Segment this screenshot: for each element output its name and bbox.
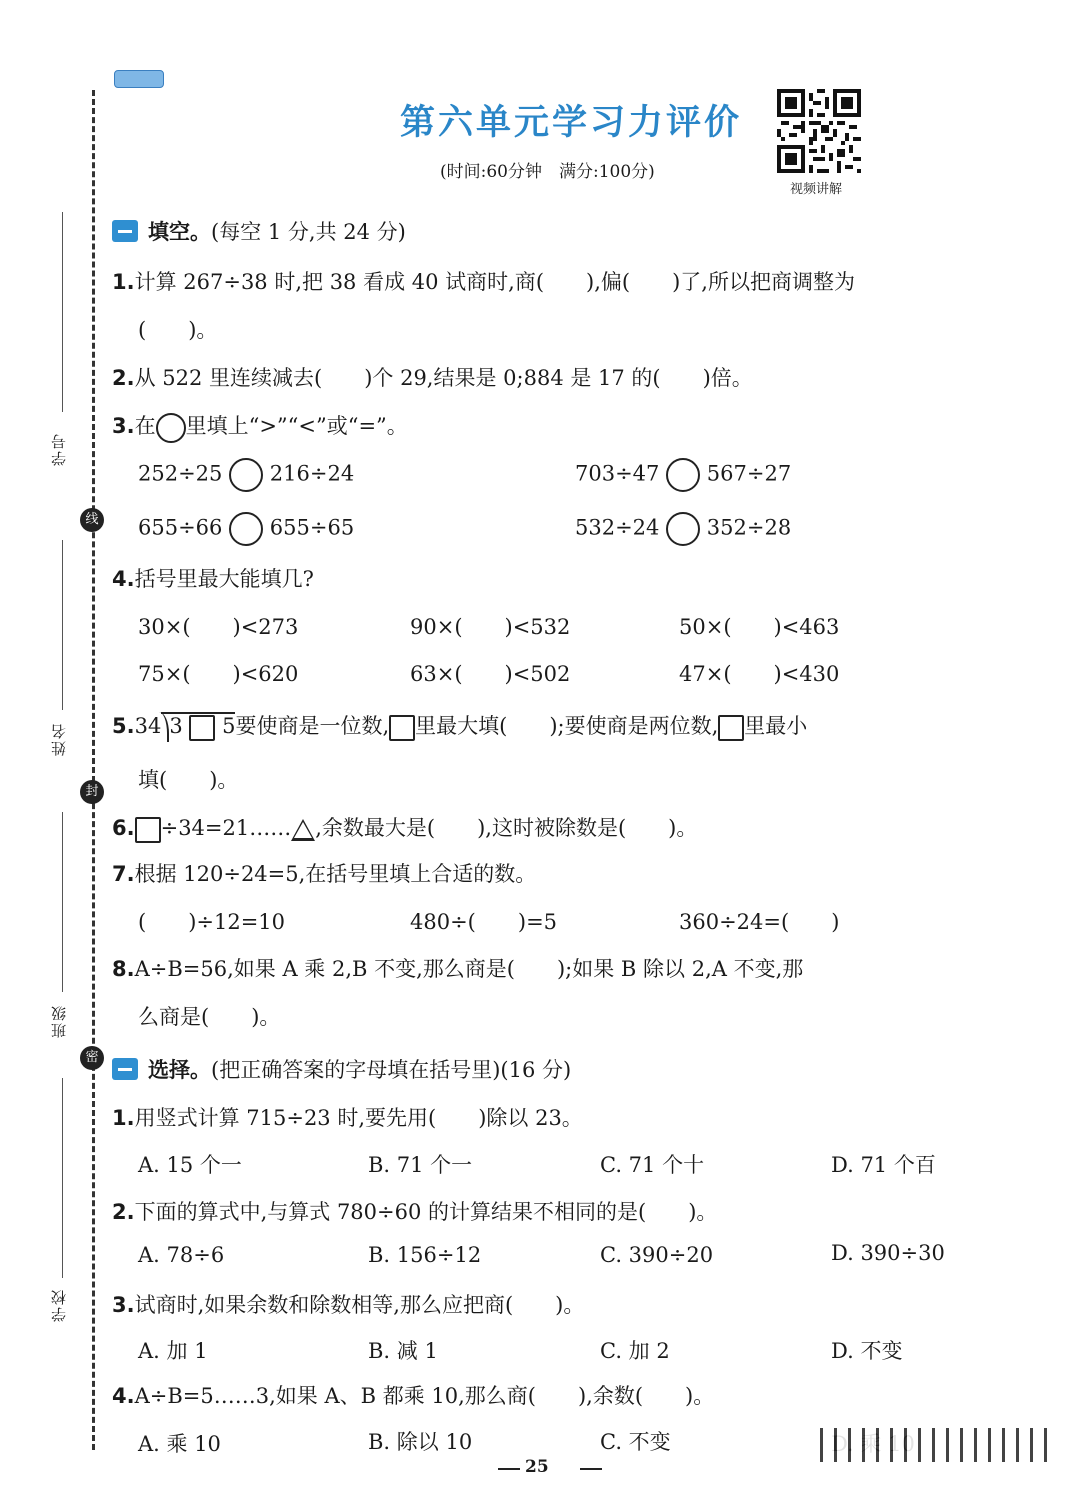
question-text: A÷B=56,如果 A 乘 2,B 不变,那么商是( );如果 B 除以 2,A 不变,那 [134, 957, 804, 981]
fill-item[interactable]: 75×( )<620 [138, 662, 299, 686]
page-number: 25 [525, 1457, 549, 1477]
choice-question-1: 1.用竖式计算 715÷23 时,要先用( )除以 23。 [112, 1106, 583, 1130]
page-dash [580, 1468, 602, 1470]
section-two-points: (把正确答案的字母填在括号里)(16 分) [211, 1058, 572, 1082]
fill-item[interactable]: 360÷24=( ) [679, 910, 840, 934]
class-label: 班级 [50, 1004, 68, 1038]
seal-char: 密 [80, 1046, 104, 1070]
fill-item[interactable]: 50×( )<463 [679, 615, 840, 639]
circle-icon [156, 413, 186, 443]
choice-option[interactable]: A. 加 1 [138, 1339, 208, 1363]
question-1-5-cont: 填( )。 [138, 768, 239, 792]
digit-box-blank[interactable] [189, 715, 215, 741]
divisor: 34 [134, 714, 162, 738]
question-text: 从 522 里连续减去( )个 29,结果是 0;884 是 17 的( )倍。 [134, 366, 753, 390]
section-two-title: 选择。 [148, 1058, 211, 1082]
section-two-icon [112, 1058, 138, 1080]
question-1-1-cont: ( )。 [138, 318, 218, 342]
section-one-heading [148, 216, 406, 246]
choice-option[interactable]: C. 71 个十 [600, 1153, 705, 1177]
choice-question-2: 2.下面的算式中,与算式 780÷60 的计算结果不相同的是( )。 [112, 1200, 718, 1224]
margin-line [62, 1078, 63, 1278]
section-one-points: (每空 1 分,共 24 分) [211, 220, 406, 244]
choice-option[interactable]: C. 不变 [600, 1430, 671, 1454]
compare-item: 252÷25 216÷24 [138, 458, 354, 492]
fill-item[interactable]: 47×( )<430 [679, 662, 840, 686]
fill-item[interactable]: ( )÷12=10 [138, 910, 286, 934]
compare-circle-blank[interactable] [666, 512, 700, 546]
choice-option[interactable]: D. 71 个百 [831, 1153, 936, 1177]
choice-option[interactable]: B. 减 1 [368, 1339, 438, 1363]
choice-option[interactable]: D. 不变 [831, 1339, 903, 1363]
qr-caption: 视频讲解 [790, 182, 843, 197]
name-label: 姓名 [50, 722, 68, 756]
box-blank[interactable] [135, 817, 161, 843]
question-text: 计算 267÷38 时,把 38 看成 40 试商时,商( ),偏( )了,所以把商调整为 [134, 270, 855, 294]
choice-option[interactable]: B. 156÷12 [368, 1243, 482, 1267]
scan-smear [820, 1428, 1056, 1462]
choice-question-4: 4.A÷B=5……3,如果 A、B 都乘 10,那么商( ),余数( )。 [112, 1384, 715, 1408]
choice-option[interactable]: C. 390÷20 [600, 1243, 714, 1267]
school-label: 学校 [50, 1288, 68, 1322]
choice-option[interactable]: A. 乘 10 [138, 1432, 221, 1456]
question-1-2: 2.从 522 里连续减去( )个 29,结果是 0;884 是 17 的( )倍。 [112, 366, 753, 390]
choice-option[interactable]: B. 71 个一 [368, 1153, 473, 1177]
seal-char: 封 [80, 780, 104, 804]
page-title: 第六单元学习力评价 [400, 103, 743, 143]
corner-tag [114, 70, 164, 88]
margin-line [62, 540, 63, 710]
fill-item[interactable]: 63×( )<502 [410, 662, 571, 686]
section-one-icon [112, 220, 138, 242]
question-text: 括号里最大能填几? [134, 567, 314, 591]
cut-line [92, 90, 95, 1450]
choice-question-3: 3.试商时,如果余数和除数相等,那么应把商( )。 [112, 1293, 585, 1317]
triangle-icon [291, 819, 315, 841]
compare-circle-blank[interactable] [229, 458, 263, 492]
question-1-1: 1.计算 267÷38 时,把 38 看成 40 试商时,商( ),偏( )了,所以把商调整为 [112, 270, 855, 294]
box-icon [389, 715, 415, 741]
fill-item[interactable]: 30×( )<273 [138, 615, 299, 639]
section-two-heading [148, 1054, 571, 1084]
fill-item[interactable]: 480÷( )=5 [410, 910, 558, 934]
long-division-bracket: 3 5 [161, 712, 235, 741]
choice-option[interactable]: C. 加 2 [600, 1339, 670, 1363]
choice-option[interactable]: A. 15 个一 [138, 1153, 242, 1177]
student-no-label: 学号 [50, 432, 68, 466]
section-one-title: 填空。 [148, 220, 211, 244]
time-score-info: (时间:60分钟 满分:100分) [440, 162, 655, 182]
choice-option[interactable]: A. 78÷6 [138, 1243, 225, 1267]
question-text: 根据 120÷24=5,在括号里填上合适的数。 [134, 862, 537, 886]
question-1-4: 4.括号里最大能填几? [112, 567, 314, 591]
compare-item: 703÷47 567÷27 [575, 458, 791, 492]
qr-code-icon[interactable] [777, 89, 861, 173]
fill-item[interactable]: 90×( )<532 [410, 615, 571, 639]
question-1-7: 7.根据 120÷24=5,在括号里填上合适的数。 [112, 862, 537, 886]
margin-line [62, 212, 63, 412]
choice-option[interactable]: D. 390÷30 [831, 1241, 945, 1265]
compare-item: 655÷66 655÷65 [138, 512, 354, 546]
page-dash [498, 1468, 520, 1470]
question-1-8-cont: 么商是( )。 [138, 1005, 281, 1029]
choice-option[interactable]: B. 除以 10 [368, 1430, 473, 1454]
question-1-6: 6. ÷34=21…… ,余数最大是( ),这时被除数是( )。 [112, 812, 697, 843]
compare-circle-blank[interactable] [229, 512, 263, 546]
seal-char: 线 [80, 508, 104, 532]
margin-line [62, 812, 63, 992]
question-1-5: 5.34 3 5要使商是一位数, 里最大填( );要使商是两位数, 里最小 [112, 710, 807, 741]
question-1-8: 8.A÷B=56,如果 A 乘 2,B 不变,那么商是( );如果 B 除以 2,A 不变,那 [112, 957, 804, 981]
compare-circle-blank[interactable] [666, 458, 700, 492]
compare-item: 532÷24 352÷28 [575, 512, 791, 546]
question-1-3: 3.在 里填上“>”“<”或“=”。 [112, 410, 408, 443]
box-icon [718, 715, 744, 741]
